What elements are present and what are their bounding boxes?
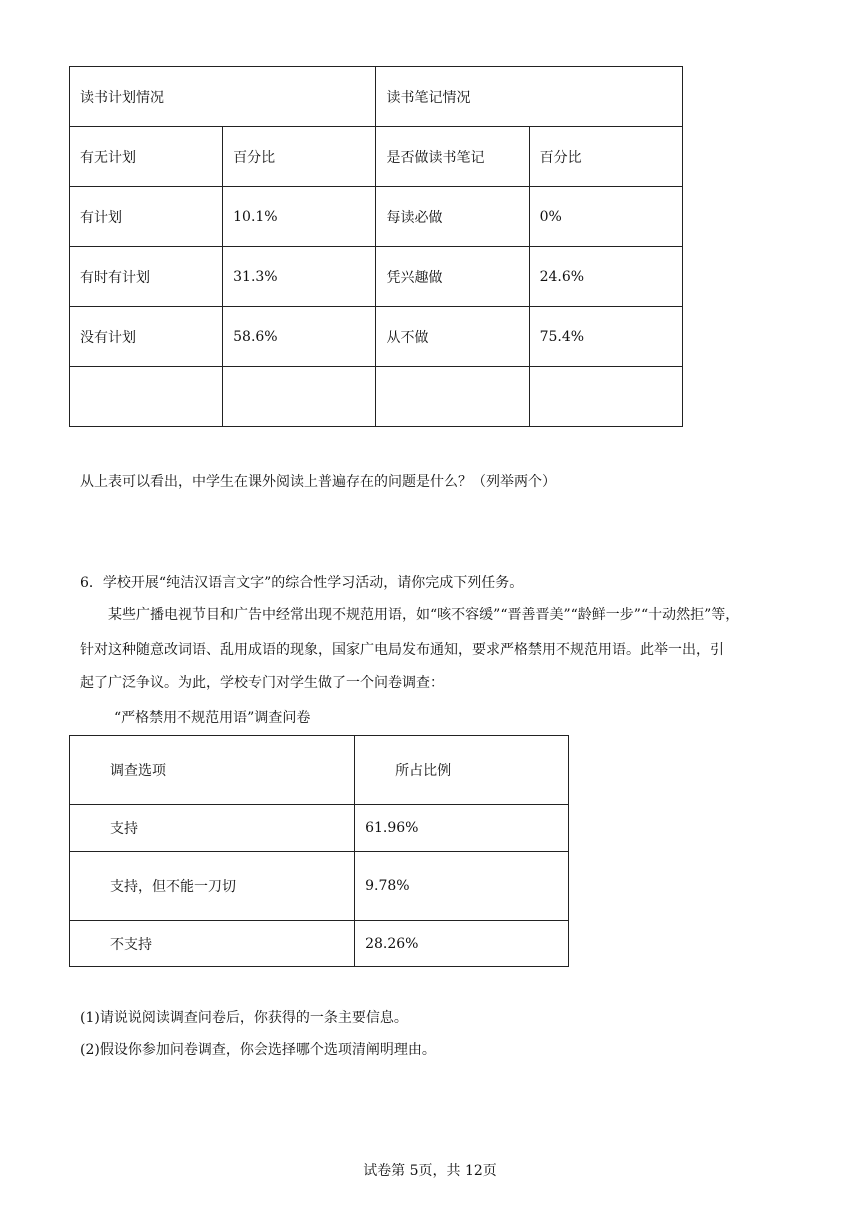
table-cell (529, 367, 682, 427)
reading-survey-table (69, 66, 683, 427)
table-cell: 百分比 (529, 127, 682, 187)
table-cell: 支持 (70, 805, 355, 852)
table-cell: 10.1% (223, 187, 376, 247)
table-header-cell: 调查选项 (70, 736, 355, 805)
table-row (70, 921, 569, 967)
table-cell: 每读必做 (376, 187, 529, 247)
table-header-cell: 读书笔记情况 (376, 67, 683, 127)
table-row (70, 367, 683, 427)
table-subheader-row (70, 127, 683, 187)
table-row (70, 805, 569, 852)
q6-paragraph-line: 某些广播电视节目和广告中经常出现不规范用语，如“咳不容缓”“晋善晋美”“龄鲜一步”“十动然拒”等， (108, 607, 740, 623)
table-cell: 31.3% (223, 247, 376, 307)
table-cell: 75.4% (529, 307, 682, 367)
table-row (70, 307, 683, 367)
table-cell: 有无计划 (70, 127, 223, 187)
table-cell: 24.6% (529, 247, 682, 307)
page-footer: 试卷第 5页，共 12页 (363, 1163, 497, 1179)
table-cell (376, 367, 529, 427)
q6-paragraph-line: 起了广泛争议。为此，学校专门对学生做了一个问卷调查： (80, 675, 444, 691)
table-cell (223, 367, 376, 427)
table-cell (70, 367, 223, 427)
question-text: 从上表可以看出，中学生在课外阅读上普遍存在的问题是什么？（列举两个） (80, 474, 556, 490)
table-header-cell: 读书计划情况 (70, 67, 376, 127)
table-cell: 28.26% (355, 921, 569, 967)
table-cell: 9.78% (355, 852, 569, 921)
table-row (70, 852, 569, 921)
table-cell: 支持，但不能一刀切 (70, 852, 355, 921)
survey-table (69, 735, 569, 967)
table-cell: 有时有计划 (70, 247, 223, 307)
table-header-row (70, 67, 683, 127)
sub-question-1: (1)请说说阅读调查问卷后，你获得的一条主要信息。 (80, 1010, 408, 1026)
table-header-row (70, 736, 569, 805)
table-cell: 没有计划 (70, 307, 223, 367)
table-header-cell: 所占比例 (355, 736, 569, 805)
survey-title: “严格禁用不规范用语”调查问卷 (114, 710, 311, 726)
table-cell: 不支持 (70, 921, 355, 967)
table-row (70, 187, 683, 247)
sub-question-2: (2)假设你参加问卷调查，你会选择哪个选项清阐明理由。 (80, 1042, 436, 1058)
table-cell: 0% (529, 187, 682, 247)
table-cell: 凭兴趣做 (376, 247, 529, 307)
q6-paragraph-line: 针对这种随意改词语、乱用成语的现象，国家广电局发布通知，要求严格禁用不规范用语。此举一出，引 (80, 642, 724, 658)
table-cell: 是否做读书笔记 (376, 127, 529, 187)
table-cell: 从不做 (376, 307, 529, 367)
table-row (70, 247, 683, 307)
table-cell: 61.96% (355, 805, 569, 852)
table-cell: 有计划 (70, 187, 223, 247)
table-cell: 百分比 (223, 127, 376, 187)
table-cell: 58.6% (223, 307, 376, 367)
q6-title: 6．学校开展“纯洁汉语言文字”的综合性学习活动，请你完成下列任务。 (80, 575, 524, 591)
